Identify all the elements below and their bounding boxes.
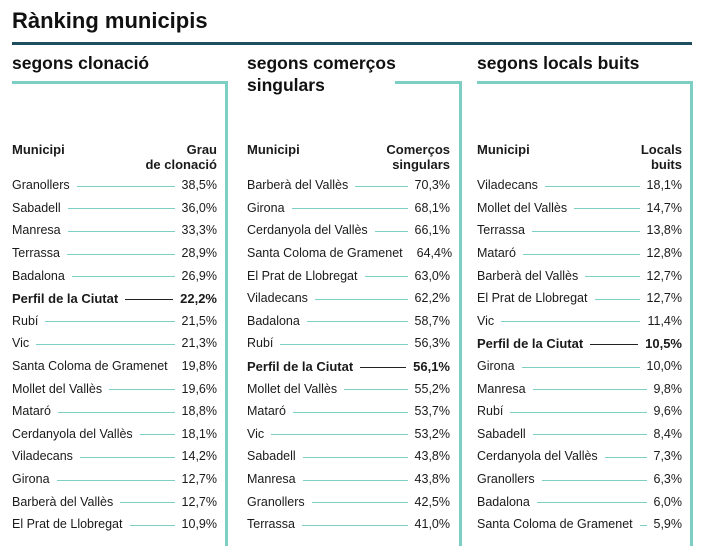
- table-row: [12, 377, 217, 400]
- table-row: [247, 423, 450, 446]
- municipi-name: Cerdanyola del Vallès: [12, 426, 133, 441]
- table-row: [12, 219, 217, 242]
- value: 18,1%: [181, 426, 217, 441]
- value: 7,3%: [653, 449, 682, 464]
- value: 14,2%: [181, 449, 217, 464]
- municipi-name: Santa Coloma de Gramenet: [247, 246, 403, 261]
- value: 56,1%: [413, 358, 450, 374]
- header-municipi: Municipi: [477, 142, 530, 157]
- leader-line: [312, 502, 408, 503]
- title-divider: [12, 42, 692, 45]
- leader-line: [360, 367, 406, 368]
- column-divider: [459, 81, 462, 546]
- table-row: [477, 445, 682, 468]
- table-row: [247, 264, 450, 287]
- municipi-name: Cerdanyola del Vallès: [477, 449, 598, 464]
- municipi-name: Sabadell: [12, 200, 61, 215]
- leader-line: [58, 412, 175, 413]
- municipi-name: Sabadell: [477, 426, 526, 441]
- heading-rule: [395, 81, 461, 84]
- table-row: [12, 197, 217, 220]
- municipi-name: Mataró: [247, 404, 286, 419]
- value: 9,8%: [653, 381, 682, 396]
- municipi-name: Badalona: [12, 268, 65, 283]
- value: 63,0%: [414, 268, 450, 283]
- column-heading: segons locals buits: [477, 53, 640, 73]
- value: 12,7%: [181, 472, 217, 487]
- municipi-name: Terrassa: [477, 223, 525, 238]
- highlight-row: [247, 355, 450, 378]
- value: 28,9%: [181, 246, 217, 261]
- municipi-name: Manresa: [247, 472, 296, 487]
- leader-line: [533, 434, 647, 435]
- value: 64,4%: [416, 246, 453, 261]
- value: 55,2%: [414, 381, 450, 396]
- leader-line: [585, 276, 639, 277]
- municipi-name: Girona: [477, 359, 515, 374]
- table-row: [247, 174, 450, 197]
- municipi-name: Perfil de la Ciutat: [247, 358, 354, 374]
- municipi-name: Sabadell: [247, 449, 296, 464]
- municipi-name: Viladecans: [12, 449, 73, 464]
- table-row: [477, 219, 682, 242]
- leader-line: [303, 480, 408, 481]
- value: 9,6%: [653, 404, 682, 419]
- value: 6,0%: [653, 494, 682, 509]
- municipi-name: Barberà del Vallès: [247, 178, 349, 193]
- municipi-name: Barberà del Vallès: [12, 494, 114, 509]
- leader-line: [130, 525, 175, 526]
- value: 36,0%: [181, 200, 217, 215]
- municipi-name: Granollers: [247, 494, 305, 509]
- table-row: [12, 332, 217, 355]
- table-row: [12, 445, 217, 468]
- municipi-name: Rubí: [477, 404, 504, 419]
- table-row: [247, 445, 450, 468]
- value: 6,3%: [653, 472, 682, 487]
- value: 21,5%: [181, 313, 217, 328]
- table-row: [477, 423, 682, 446]
- ranking-list: [247, 174, 453, 536]
- municipi-name: Badalona: [477, 494, 530, 509]
- table-row: [477, 310, 682, 333]
- value: 10,5%: [645, 335, 682, 351]
- municipi-name: Terrassa: [247, 517, 295, 532]
- table-row: [477, 242, 682, 265]
- value: 66,1%: [414, 223, 450, 238]
- value: 42,5%: [414, 494, 450, 509]
- leader-line: [271, 434, 407, 435]
- value: 12,8%: [646, 246, 682, 261]
- leader-line: [523, 254, 640, 255]
- value: 43,8%: [414, 449, 450, 464]
- highlight-row: [477, 332, 682, 355]
- municipi-name: Mollet del Vallès: [247, 381, 338, 396]
- leader-line: [542, 480, 647, 481]
- municipi-name: Barberà del Vallès: [477, 268, 579, 283]
- header-value: Grau de clonació: [145, 142, 217, 172]
- leader-line: [605, 457, 647, 458]
- municipi-name: Perfil de la Ciutat: [477, 335, 584, 351]
- municipi-name: Manresa: [12, 223, 61, 238]
- table-row: [12, 174, 217, 197]
- municipi-name: Mollet del Vallès: [12, 381, 103, 396]
- leader-line: [365, 276, 408, 277]
- value: 43,8%: [414, 472, 450, 487]
- table-row: [477, 287, 682, 310]
- leader-line: [545, 186, 640, 187]
- table-row: [477, 174, 682, 197]
- leader-line: [72, 276, 175, 277]
- leader-line: [120, 502, 174, 503]
- value: 8,4%: [653, 426, 682, 441]
- value: 56,3%: [414, 336, 450, 351]
- leader-line: [293, 412, 408, 413]
- table-row: [12, 513, 217, 536]
- leader-line: [510, 412, 646, 413]
- leader-line: [302, 525, 408, 526]
- column-divider: [690, 81, 693, 546]
- table-row: [12, 423, 217, 446]
- table-row: [247, 468, 450, 491]
- municipi-name: Mataró: [477, 246, 516, 261]
- table-row: [247, 490, 450, 513]
- leader-line: [57, 480, 175, 481]
- value: 41,0%: [414, 517, 450, 532]
- table-row: [477, 264, 682, 287]
- value: 53,2%: [414, 426, 450, 441]
- table-row: [477, 197, 682, 220]
- header-value: Locals buits: [640, 142, 682, 172]
- municipi-name: Mollet del Vallès: [477, 200, 568, 215]
- value: 68,1%: [414, 200, 450, 215]
- heading-rule: [12, 81, 228, 84]
- table-row: [12, 468, 217, 491]
- table-row: [247, 197, 450, 220]
- header-value: Comerços singulars: [386, 142, 450, 172]
- value: 70,3%: [414, 178, 450, 193]
- header-municipi: Municipi: [12, 142, 65, 157]
- value: 22,2%: [180, 290, 217, 306]
- table-row: [247, 242, 453, 265]
- table-row: [247, 310, 450, 333]
- leader-line: [125, 299, 173, 300]
- municipi-name: Vic: [477, 313, 495, 328]
- value: 14,7%: [646, 200, 682, 215]
- value: 58,7%: [414, 313, 450, 328]
- value: 11,4%: [647, 313, 682, 328]
- value: 38,5%: [181, 178, 217, 193]
- table-row: [12, 400, 217, 423]
- ranking-list: [12, 174, 217, 536]
- leader-line: [532, 231, 640, 232]
- table-row: [247, 219, 450, 242]
- table-row: [477, 490, 682, 513]
- value: 12,7%: [181, 494, 217, 509]
- municipi-name: El Prat de Llobregat: [12, 517, 123, 532]
- column-heading: segons comerços singulars: [247, 53, 396, 95]
- value: 19,8%: [181, 359, 218, 374]
- column-header: [12, 142, 217, 176]
- table-row: [12, 310, 217, 333]
- ranking-list: [477, 174, 682, 536]
- header-municipi: Municipi: [247, 142, 300, 157]
- municipi-name: Girona: [12, 472, 50, 487]
- value: 12,7%: [646, 291, 682, 306]
- value: 62,2%: [414, 291, 450, 306]
- value: 12,7%: [646, 268, 682, 283]
- municipi-name: Cerdanyola del Vallès: [247, 223, 368, 238]
- value: 26,9%: [181, 268, 217, 283]
- table-row: [12, 264, 217, 287]
- leader-line: [303, 457, 408, 458]
- municipi-name: Granollers: [12, 178, 70, 193]
- leader-line: [522, 367, 640, 368]
- table-row: [477, 468, 682, 491]
- value: 10,9%: [181, 517, 217, 532]
- column-header: [477, 142, 682, 176]
- municipi-name: Badalona: [247, 313, 300, 328]
- municipi-name: Rubí: [12, 313, 39, 328]
- leader-line: [640, 525, 647, 526]
- highlight-row: [12, 287, 217, 310]
- leader-line: [67, 254, 175, 255]
- leader-line: [315, 299, 408, 300]
- value: 19,6%: [181, 381, 217, 396]
- municipi-name: Vic: [12, 336, 30, 351]
- leader-line: [590, 344, 638, 345]
- leader-line: [77, 186, 175, 187]
- municipi-name: Perfil de la Ciutat: [12, 290, 119, 306]
- leader-line: [280, 344, 407, 345]
- municipi-name: Santa Coloma de Gramenet: [477, 517, 633, 532]
- table-row: [477, 377, 682, 400]
- table-row: [12, 490, 217, 513]
- municipi-name: Viladecans: [477, 178, 538, 193]
- leader-line: [533, 389, 647, 390]
- municipi-name: Viladecans: [247, 291, 308, 306]
- value: 33,3%: [181, 223, 217, 238]
- column-heading: segons clonació: [12, 53, 150, 73]
- table-row: [477, 513, 682, 536]
- municipi-name: Mataró: [12, 404, 51, 419]
- leader-line: [595, 299, 640, 300]
- leader-line: [68, 231, 175, 232]
- value: 21,3%: [181, 336, 217, 351]
- table-row: [12, 242, 217, 265]
- municipi-name: Santa Coloma de Gramenet: [12, 359, 168, 374]
- leader-line: [501, 321, 640, 322]
- municipi-name: El Prat de Llobregat: [247, 268, 358, 283]
- column-divider: [225, 81, 228, 546]
- value: 5,9%: [653, 517, 682, 532]
- table-row: [12, 355, 217, 378]
- value: 53,7%: [414, 404, 450, 419]
- leader-line: [375, 231, 408, 232]
- table-row: [247, 513, 450, 536]
- leader-line: [80, 457, 175, 458]
- heading-rule: [477, 81, 693, 84]
- value: 18,1%: [646, 178, 682, 193]
- municipi-name: El Prat de Llobregat: [477, 291, 588, 306]
- table-row: [247, 332, 450, 355]
- leader-line: [355, 186, 407, 187]
- leader-line: [344, 389, 407, 390]
- municipi-name: Granollers: [477, 472, 535, 487]
- leader-line: [574, 208, 639, 209]
- leader-line: [292, 208, 408, 209]
- municipi-name: Rubí: [247, 336, 274, 351]
- value: 10,0%: [646, 359, 682, 374]
- municipi-name: Vic: [247, 426, 265, 441]
- table-row: [247, 377, 450, 400]
- table-row: [247, 400, 450, 423]
- value: 13,8%: [646, 223, 682, 238]
- page-title: Rànking municipis: [12, 8, 208, 33]
- leader-line: [140, 434, 175, 435]
- table-row: [477, 400, 682, 423]
- table-row: [477, 355, 682, 378]
- column-header: [247, 142, 450, 176]
- value: 18,8%: [181, 404, 217, 419]
- leader-line: [307, 321, 408, 322]
- municipi-name: Girona: [247, 200, 285, 215]
- leader-line: [36, 344, 174, 345]
- table-row: [247, 287, 450, 310]
- leader-line: [537, 502, 647, 503]
- leader-line: [68, 208, 175, 209]
- municipi-name: Terrassa: [12, 246, 60, 261]
- leader-line: [45, 321, 174, 322]
- leader-line: [109, 389, 174, 390]
- municipi-name: Manresa: [477, 381, 526, 396]
